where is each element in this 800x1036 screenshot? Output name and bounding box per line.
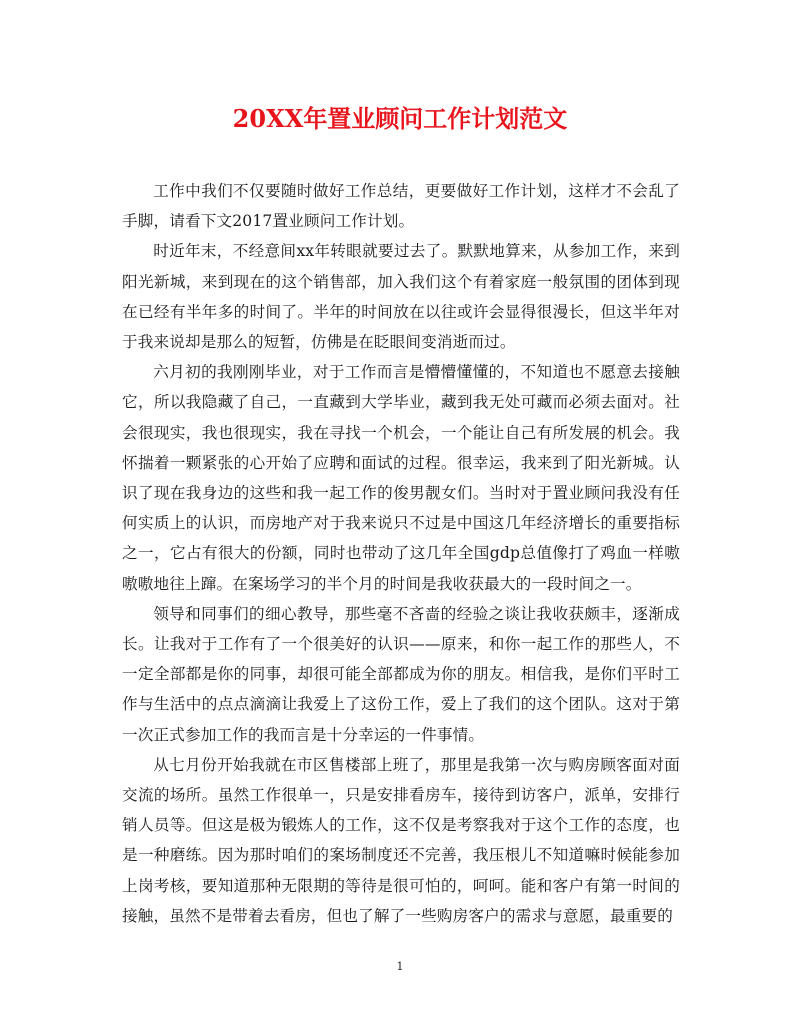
paragraph-year-end: 时近年末，不经意间xx年转眼就要过去了。默默地算来，从参加工作，来到阳光新城，来到现在的这个销售部，加入我们这个有着家庭一般氛围的团体到现在已经有半年多的时间了。半年的时间放在以往或许会显得很漫长，但这半年对于我来说却是那么的短暂，仿佛是在眨眼间变消逝而过。 [122, 242, 680, 352]
document-title: 20XX年置业顾问工作计划范文 [232, 104, 568, 133]
page-number: 1 [396, 960, 404, 973]
document-body [122, 176, 680, 931]
paragraph-graduation: 六月初的我刚刚毕业，对于工作而言是懵懵懂懂的，不知道也不愿意去接触它，所以我隐藏了自己，一直藏到大学毕业，藏到我无处可藏而必须去面对。社会很现实，我也很现实，我在寻找一个机会，一个能让自己有所发展的机会。我怀揣着一颗紧张的心开始了应聘和面试的过程。很幸运，我来到了阳光新城。认识了现在我身边的这些和我一起工作的俊男靓女们。当时对于置业顾问我没有任何实质上的认识，而房地产对于我来说只不过是中国这几年经济增长的重要指标之一，它占有很大的份额，同时也带动了这几年全国gdp总值像打了鸡血一样嗷嗷嗷地往上蹿。在案场学习的半个月的时间是我收获最大的一段时间之一。 [122, 363, 680, 593]
paragraph-intro: 工作中我们不仅要随时做好工作总结，更要做好工作计划，这样才不会乱了手脚，请看下文2017置业顾问工作计划。 [122, 182, 680, 231]
paragraph-july: 从七月份开始我就在市区售楼部上班了，那里是我第一次与购房顾客面对面交流的场所。虽然工作很单一，只是安排看房车，接待到访客户，派单，安排行销人员等。但这是极为锻炼人的工作，这不仅是考察我对于这个工作的态度，也是一种磨练。因为那时咱们的案场制度还不完善，我压根儿不知道嘛时候能参加上岗考核，要知道那种无限期的等待是很可怕的，呵呵。能和客户有第一时间的接触，虽然不是带着去看房，但也了解了一些购房客户的需求与意愿，最重要的 [122, 755, 680, 925]
paragraph-colleagues: 领导和同事们的细心教导，那些毫不吝啬的经验之谈让我收获颇丰，逐渐成长。让我对于工作有了一个很美好的认识——原来，和你一起工作的那些人，不一定全部都是你的同事，却很可能全部都成为你的朋友。相信我，是你们平时工作与生活中的点点滴滴让我爱上了这份工作，爱上了我们的这个团队。这对于第一次正式参加工作的我而言是十分幸运的一件事情。 [122, 604, 680, 744]
